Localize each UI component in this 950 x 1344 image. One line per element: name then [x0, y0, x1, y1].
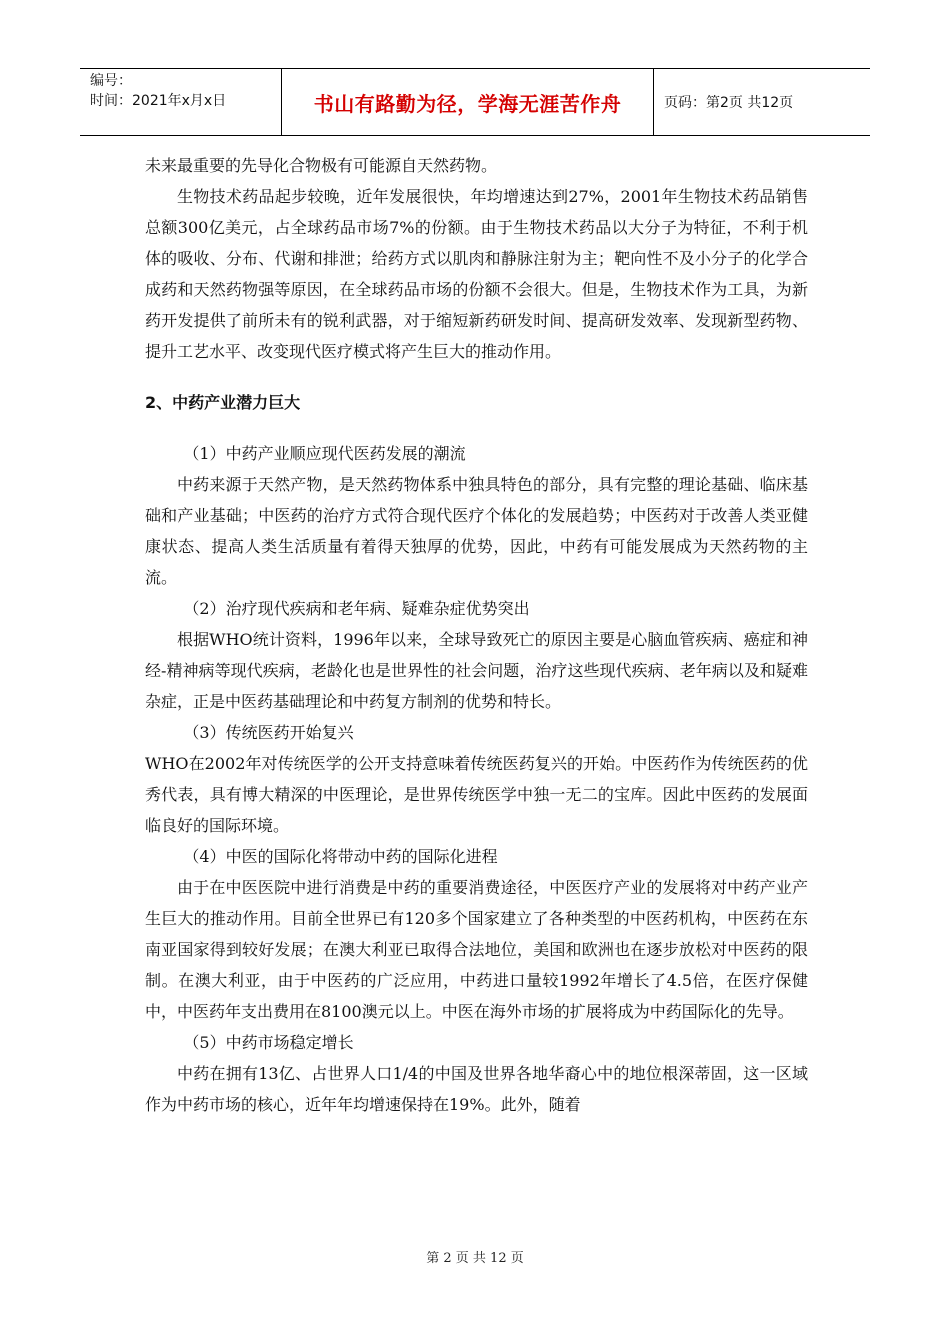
subsection-title: （4）中医的国际化将带动中药的国际化进程 [183, 847, 498, 866]
paragraph: 生物技术药品起步较晚，近年发展很快，年均增速达到27%，2001年生物技术药品销售总额300亿美元，占全球药品市场7%的份额。由于生物技术药品以大分子为特征，不利于机体的吸收、分布、代谢和排泄；给药方式以肌肉和静脉注射为主；靶向性不及小分子的化学合成药和天然药物强等原因，在全球药品市场的份额不会很大。但是，生物技术作为工具，为新药开发提供了前所未有的锐利武器，对于缩短新药研发时间、提高研发效率、发现新型药物、提升工艺水平、改变现代医疗模式将产生巨大的推动作用。 [145, 187, 808, 361]
header-page-info: 页码：第2页 共12页 [664, 95, 794, 111]
paragraph: 未来最重要的先导化合物极有可能源自天然药物。 [145, 156, 498, 175]
section-heading: 2、中药产业潜力巨大 [145, 393, 301, 412]
header-motto: 书山有路勤为径，学海无涯苦作舟 [282, 69, 654, 135]
subsection-title: （5）中药市场稳定增长 [183, 1033, 354, 1052]
subsection-title: （1）中药产业顺应现代医药发展的潮流 [183, 444, 466, 463]
header-number-label: 编号： [90, 73, 132, 89]
header-meta [80, 69, 282, 135]
page-header [80, 68, 870, 136]
page-footer: 第 2 页 共 12 页 [426, 1251, 524, 1266]
header-date-label: 时间：2021年x月x日 [90, 93, 227, 109]
paragraph: 中药在拥有13亿、占世界人口1/4的中国及世界各地华裔心中的地位根深蒂固，这一区域作为中药市场的核心，近年年均增速保持在19%。此外，随着 [145, 1064, 808, 1114]
paragraph: 根据WHO统计资料，1996年以来，全球导致死亡的原因主要是心脑血管疾病、癌症和神经-精神病等现代疾病，老龄化也是世界性的社会问题，治疗这些现代疾病、老年病以及和疑难杂症，正是中医药基础理论和中药复方制剂的优势和特长。 [145, 630, 808, 711]
paragraph: 中药来源于天然产物，是天然药物体系中独具特色的部分，具有完整的理论基础、临床基础和产业基础；中医药的治疗方式符合现代医疗个体化的发展趋势；中医药对于改善人类亚健康状态、提高人类生活质量有着得天独厚的优势，因此，中药有可能发展成为天然药物的主流。 [145, 475, 808, 587]
subsection-title: （3）传统医药开始复兴 [183, 723, 354, 742]
subsection-title: （2）治疗现代疾病和老年病、疑难杂症优势突出 [183, 599, 530, 618]
paragraph: 由于在中医医院中进行消费是中药的重要消费途径，中医医疗产业的发展将对中药产业产生巨大的推动作用。目前全世界已有120多个国家建立了各种类型的中医药机构，中医药在东南亚国家得到较好发展；在澳大利亚已取得合法地位，美国和欧洲也在逐步放松对中医药的限制。在澳大利亚，由于中医药的广泛应用，中药进口量较1992年增长了4.5倍，在医疗保健中，中医药年支出费用在8100澳元以上。中医在海外市场的扩展将成为中药国际化的先导。 [145, 878, 808, 1021]
paragraph: WHO在2002年对传统医学的公开支持意味着传统医药复兴的开始。中医药作为传统医药的优秀代表，具有博大精深的中医理论，是世界传统医学中独一无二的宝库。因此中医药的发展面临良好的国际环境。 [145, 754, 808, 835]
document-body [145, 150, 808, 1120]
